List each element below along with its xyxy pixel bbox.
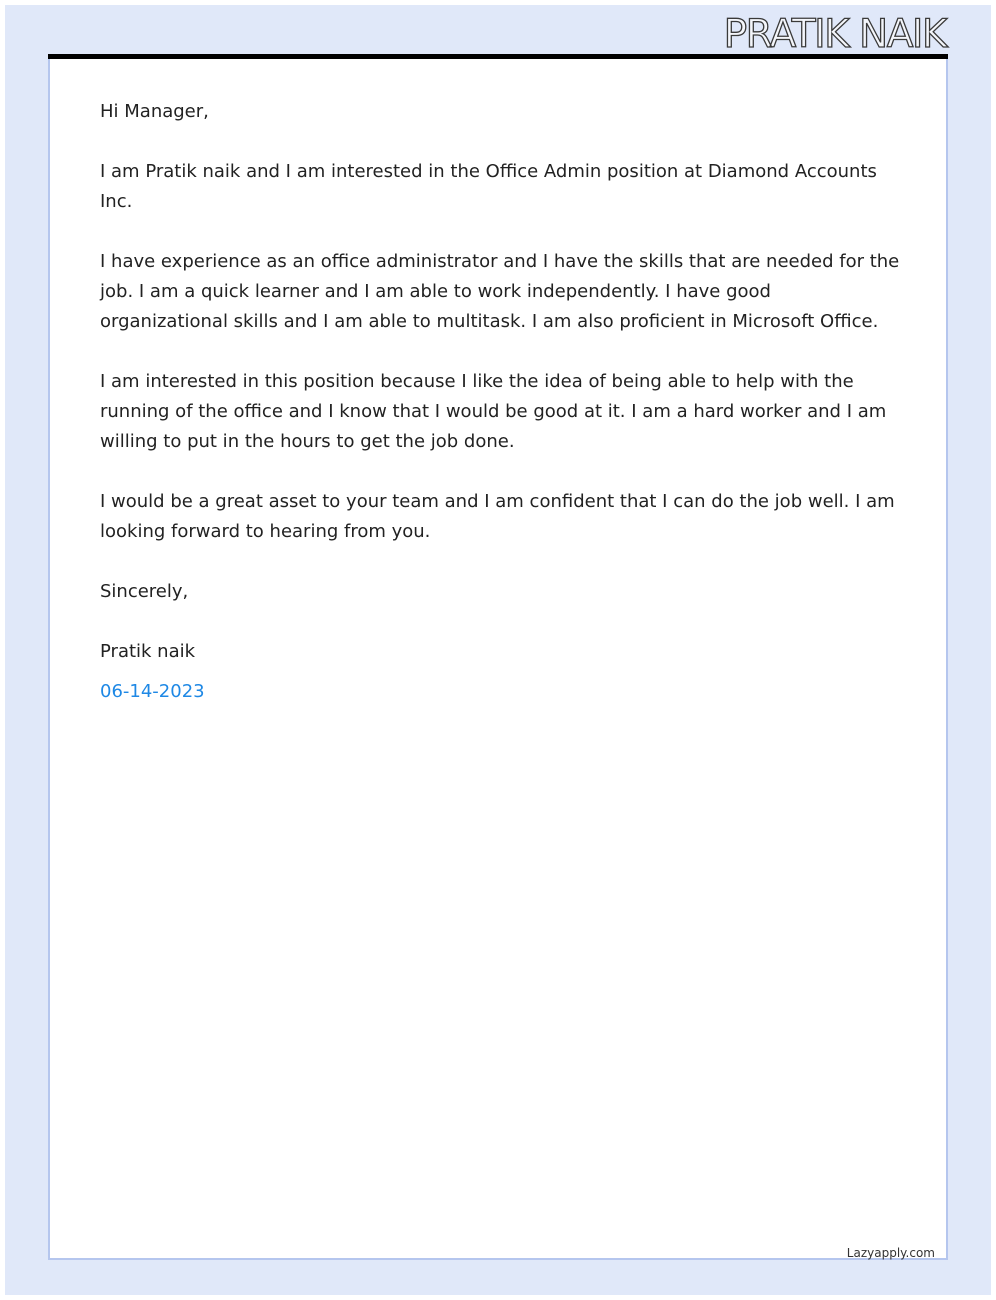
lazyapply-watermark: Lazyapply.com	[846, 1246, 935, 1260]
letter-paragraph-1: I am Pratik naik and I am interested in the Office Admin position at Diamond Accounts Inc.	[100, 161, 877, 212]
letter-greeting: Hi Manager,	[100, 101, 209, 122]
letter-paragraph-3: I am interested in this position because I like the idea of being able to help with the running of the office and I know that I would be good at it. I am a hard worker and I am willing to put in the hours to get the job done.	[100, 371, 887, 452]
letter-paragraph-2: I have experience as an office administrator and I have the skills that are needed for the job. I am a quick learner and I am able to work independently. I have good organizational skills and I am able to multitask. I am also proficient in Microsoft Office.	[100, 251, 900, 332]
applicant-name-heading: PRATIK NAIK	[723, 12, 946, 57]
cover-letter-body	[100, 97, 900, 737]
letter-signature: Pratik naik	[100, 641, 196, 662]
letter-date: 06-14-2023	[100, 681, 205, 702]
letter-closing: Sincerely,	[100, 581, 189, 602]
letter-paragraph-4: I would be a great asset to your team and I am confident that I can do the job well. I am looking forward to hearing from you.	[100, 491, 895, 542]
